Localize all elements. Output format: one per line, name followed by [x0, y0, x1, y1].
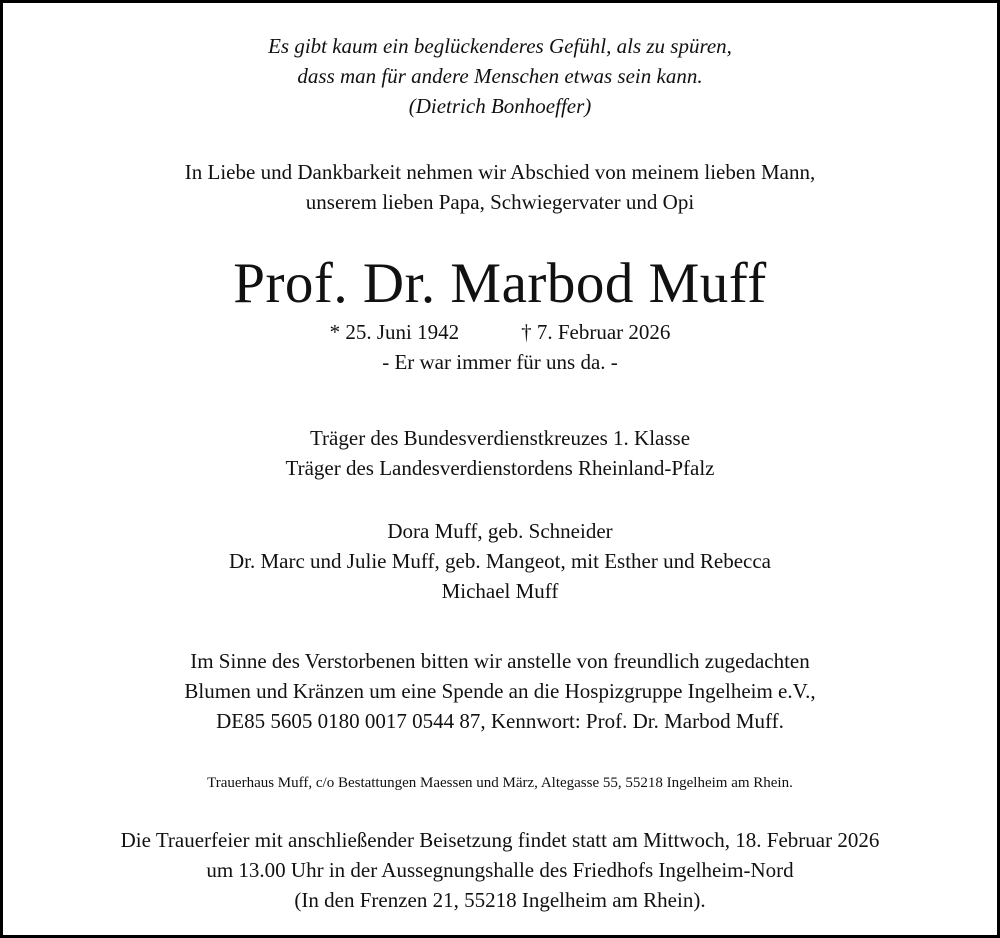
- donation-line-3: DE85 5605 0180 0017 0544 87, Kennwort: Prof. Dr. Marbod Muff.: [216, 709, 784, 733]
- deceased-name: Prof. Dr. Marbod Muff: [233, 252, 767, 315]
- intro-line-2: unserem lieben Papa, Schwiegervater und Opi: [305, 190, 695, 214]
- quote-line-2: dass man für andere Menschen etwas sein kann.: [297, 64, 703, 88]
- donation-line-2: Blumen und Kränzen um eine Spende an die Hospizgruppe Ingelheim e.V.,: [184, 679, 816, 703]
- funeral-line-1: Die Trauerfeier mit anschließender Beisetzung findet statt am Mittwoch, 18. Februar 2026: [120, 828, 880, 852]
- mourning-house-address: Trauerhaus Muff, c/o Bestattungen Maessen und März, Altegasse 55, 55218 Ingelheim am Rhein.: [207, 775, 793, 791]
- motto: - Er war immer für uns da. -: [382, 350, 618, 374]
- honor-line-2: Träger des Landesverdienstordens Rheinland-Pfalz: [285, 456, 715, 480]
- mourner-line-3: Michael Muff: [441, 579, 559, 603]
- funeral-line-2: um 13.00 Uhr in der Aussegnungshalle des Friedhofs Ingelheim-Nord: [206, 858, 794, 882]
- quote-line-1: Es gibt kaum ein beglückenderes Gefühl, als zu spüren,: [268, 34, 732, 58]
- death-date: † 7. Februar 2026: [521, 320, 671, 344]
- funeral-line-3: (In den Frenzen 21, 55218 Ingelheim am Rhein).: [294, 888, 706, 912]
- birth-date: * 25. Juni 1942: [329, 320, 460, 344]
- intro-line-1: In Liebe und Dankbarkeit nehmen wir Abschied von meinem lieben Mann,: [184, 160, 816, 184]
- mourner-line-1: Dora Muff, geb. Schneider: [387, 519, 613, 543]
- donation-line-1: Im Sinne des Verstorbenen bitten wir anstelle von freundlich zugedachten: [190, 649, 810, 673]
- mourner-line-2: Dr. Marc und Julie Muff, geb. Mangeot, mit Esther und Rebecca: [229, 549, 771, 573]
- quote-attribution: (Dietrich Bonhoeffer): [408, 94, 592, 118]
- life-dates: [3, 317, 997, 347]
- honor-line-1: Träger des Bundesverdienstkreuzes 1. Klasse: [309, 426, 691, 450]
